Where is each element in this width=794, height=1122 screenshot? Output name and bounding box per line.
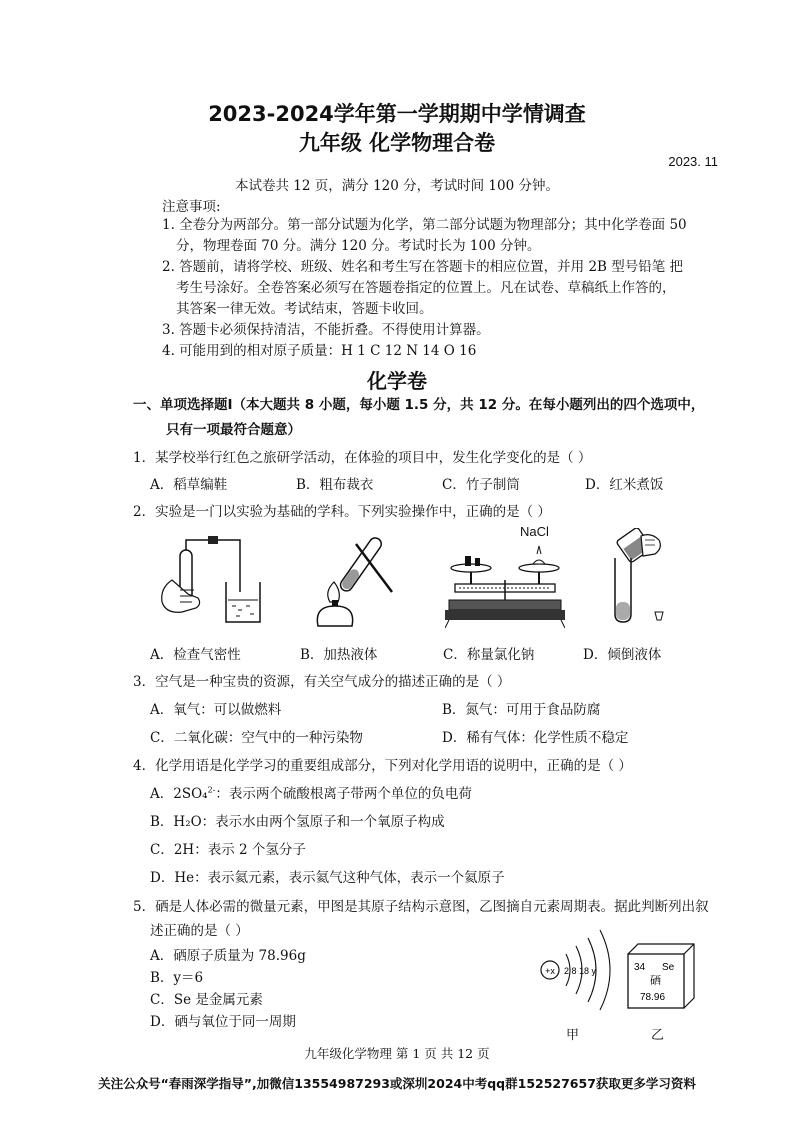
q5-option-b: B．y＝6 [150,970,204,986]
nucleus-charge: +x [545,966,555,976]
q2-option-c: C．称量氯化钠 [443,647,535,663]
q2-option-d: D．倾倒液体 [583,647,662,663]
heating-liquid-illustration [300,530,400,630]
figure-yi-label: 乙 [651,1028,665,1043]
notice-item: 分，物理卷面 70 分。满分 120 分。考试时长为 100 分钟。 [176,238,541,254]
q3-option-a: A．氧气：可以做燃料 [150,702,282,718]
atomic-number: 34 [634,962,646,973]
notice-item: 3. 答题卡必须保持清洁，不能折叠。不得使用计算器。 [162,322,490,338]
q4-option-a-formula: A．2SO₄ [150,786,208,802]
q1-option-d: D．红米煮饭 [585,477,664,493]
q2-option-a: A．检查气密性 [150,647,241,663]
question-2-stem: 2．实验是一门以实验为基础的学科。下列实验操作中，正确的是（ ） [133,504,551,520]
q4-option-d: D．He：表示氦元素，表示氦气这种气体，表示一个氦原子 [150,870,505,886]
q4-option-b: B．H₂O：表示水由两个氢原子和一个氧原子构成 [150,814,445,830]
page-footer: 九年级化学物理 第 1 页 共 12 页 [304,1046,490,1061]
q5-option-d: D．硒与氧位于同一周期 [150,1014,296,1030]
q1-option-b: B．粗布裁衣 [296,477,374,493]
notice-item: 2. 答题前，请将学校、班级、姓名和考生写在答题卡的相应位置，并用 2B 型号铅笔 把 [162,259,684,275]
question-3-stem: 3．空气是一种宝贵的资源，有关空气成分的描述正确的是（ ） [133,674,511,690]
q2-option-b: B．加热液体 [300,647,378,663]
q3-option-c: C．二氧化碳：空气中的一种污染物 [150,730,363,746]
q4-option-a-charge: 2- [207,785,216,795]
element-name: 硒 [650,975,661,987]
airtightness-check-illustration [150,530,270,630]
q3-option-d: D．稀有气体：化学性质不稳定 [442,730,629,746]
notice-item: 考生号涂好。全卷答案必须写在答题卷指定的位置上。凡在试卷、草稿纸上作答的， [176,280,676,296]
notice-item: 1. 全卷分为两部分。第一部分试题为化学，第二部分试题为物理部分；其中化学卷面 50 [162,217,687,233]
question-5-stem: 5．硒是人体必需的微量元素，甲图是其原子结构示意图，乙图摘自元素周期表。据此判断列出叙 [133,899,709,915]
part-heading: 一、单项选择题Ⅰ（本大题共 8 小题，每小题 1.5 分，共 12 分。在每小题列出的四个选项中， [133,397,705,413]
q5-option-a: A．硒原子质量为 78.96g [150,948,306,964]
notice-item: 其答案一律无效。考试结束，答题卡收回。 [176,301,433,317]
notice-heading: 注意事项: [162,199,221,215]
question-4-stem: 4．化学用语是化学学习的重要组成部分，下列对化学用语的说明中，正确的是（ ） [133,758,632,774]
electron-shells: 2 8 18 y [564,966,597,976]
part-heading-cont: 只有一项最符合题意） [166,422,301,438]
question-5-stem-cont: 述正确的是（ ） [150,923,249,939]
element-symbol: Se [662,962,675,973]
section-title: 化学卷 [367,369,427,393]
selenium-atom-structure-diagram [536,920,626,1020]
nacl-label: NaCl [520,524,549,539]
balance-scale-illustration [445,540,565,630]
question-1-stem: 1．某学校举行红色之旅研学活动，在体验的项目中，发生化学变化的是（ ） [133,450,592,466]
notice-item: 4. 可能用到的相对原子质量：H 1 C 12 N 14 O 16 [162,343,477,359]
q4-option-a [150,782,472,802]
q5-option-c: C．Se 是金属元素 [150,992,263,1008]
figure-jia-label: 甲 [566,1028,580,1043]
exam-intro: 本试卷共 12 页，满分 120 分，考试时间 100 分钟。 [235,178,559,194]
selenium-periodic-tile [622,940,698,1014]
q4-option-c: C．2H：表示 2 个氢分子 [150,842,306,858]
exam-subtitle: 九年级 化学物理合卷 [298,131,496,155]
exam-title: 2023-2024学年第一学期期中学情调查 [208,102,586,126]
q1-option-c: C．竹子制筒 [442,477,520,493]
promo-banner: 关注公众号“春雨深学指导”,加微信13554987293或深圳2024中考qq群152527657获取更多学习资料 [98,1076,696,1091]
q3-option-b: B．氮气：可用于食品防腐 [442,702,601,718]
atomic-mass: 78.96 [640,992,666,1003]
q1-option-a: A．稻草编鞋 [150,477,228,493]
pouring-liquid-illustration [605,528,675,628]
exam-date: 2023. 11 [668,154,718,169]
q4-option-a-text: ：表示两个硫酸根离子带两个单位的负电荷 [215,786,472,802]
